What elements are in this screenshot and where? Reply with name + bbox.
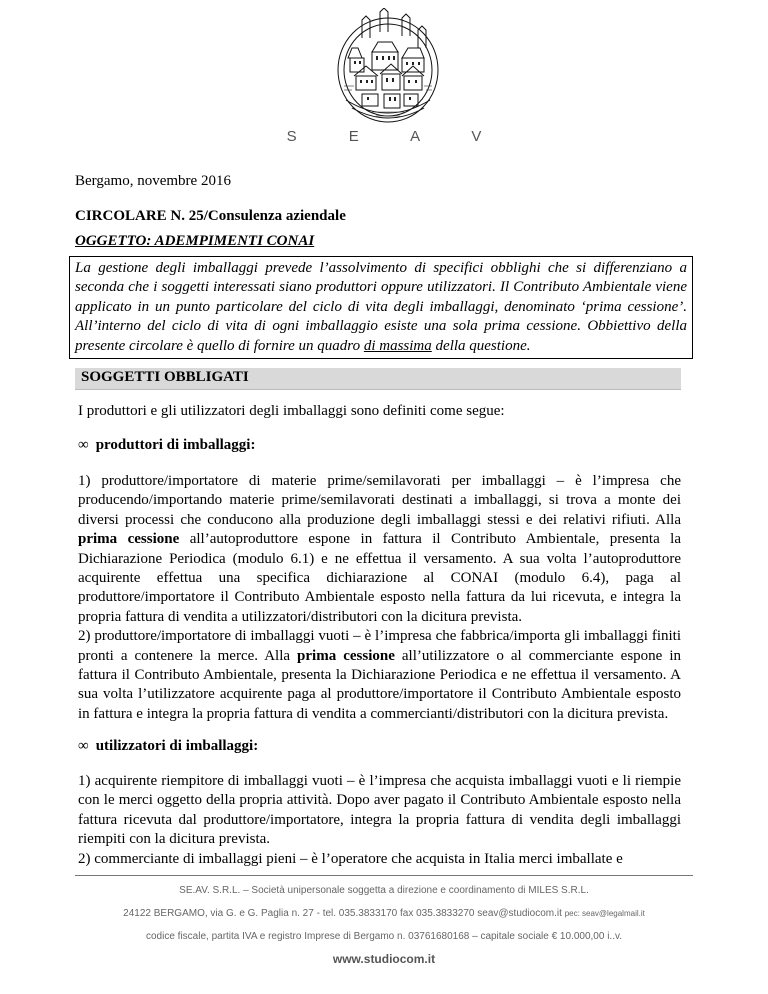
infinity-bullet-icon: ∞ <box>78 738 89 754</box>
infinity-bullet-icon: ∞ <box>78 437 89 453</box>
abstract-underlined: di massima <box>363 337 432 354</box>
intro-text: I produttori e gli utilizzatori degli imballaggi sono definiti come segue: <box>78 403 505 419</box>
document-date: Bergamo, novembre 2016 <box>75 173 231 189</box>
section-header <box>75 368 681 390</box>
subject-line: OGGETTO: ADEMPIMENTI CONAI <box>75 233 315 249</box>
footer-divider <box>75 875 693 876</box>
abstract-text: La gestione degli imballaggi prevede l’assolvimento di specifici obblighi che si differenziano a seconda che i soggetti interessati siano produttori oppure utilizzatori. Il Contributo Ambientale viene applicato in un punto particolare del ciclo di vita degli imballaggi, denominato ‘prima cessione’. All’interno del ciclo di vita di ogni imballaggio esiste una sola prima cessione. Obbiettivo della presente circolare è quello di fornire un quadro <box>75 260 687 354</box>
footer-registry: codice fiscale, partita IVA e registro Imprese di Bergamo n. 03761680168 – capitale sociale € 10.000,00 i..v. <box>145 931 623 942</box>
section-title: SOGGETTI OBBLIGATI <box>81 369 249 385</box>
footer-company: SE.AV. S.R.L. – Società unipersonale soggetta a direzione e coordinamento di MILES S.R.L. <box>179 885 589 896</box>
footer-website[interactable]: www.studiocom.it <box>332 952 436 966</box>
abstract-text-end: della questione. <box>431 337 531 354</box>
users-heading <box>78 738 258 755</box>
brand-letters: S E A V <box>286 128 506 145</box>
producers-heading-text: produttori di imballaggi: <box>95 437 256 453</box>
users-heading-text: utilizzatori di imballaggi: <box>95 738 259 754</box>
footer-address: 24122 BERGAMO, via G. e G. Paglia n. 27 - tel. 035.3833170 fax 035.3833270 seav@studiocom.it pec: seav@legalmail.it <box>123 908 645 919</box>
producers-paragraph <box>78 472 681 724</box>
abstract-box <box>69 256 693 359</box>
circular-title: CIRCOLARE N. 25/Consulenza aziendale <box>75 208 346 224</box>
producers-item-1: 1) produttore/importatore di materie prime/semilavorati per imballaggi – è l’impresa che producendo/importando materie prime/semilavorati destinati a imballaggi, si trova a monte dei diversi processi che conducono alla produzione degli imballaggi stessi e dei relativi rifiuti. Alla prima cessione all’autoproduttore espone in fattura il Contributo Ambientale, presenta la Dichiarazione Periodica (modulo 6.1) e ne effettua il versamento. A sua volta l’autoproduttore acquirente effettua una specifica dichiarazione al CONAI (modulo 6.4), paga al produttore/importatore il Contributo Ambientale esposto nella fattura da lui ricevuta, e integra la propria fattura di vendita a utilizzatori/distributori con la dicitura prevista. <box>78 473 681 625</box>
producers-heading <box>78 437 255 454</box>
producers-item-2: 2) produttore/importatore di imballaggi vuoti – è l’impresa che fabbrica/importa gli imballaggi finiti pronti a contenere la merce. Alla prima cessione all’utilizzatore o al commerciante espone in fattura il Contributo Ambientale, presenta la Dichiarazione Periodica e ne effettua il versamento. A sua volta l’utilizzatore acquirente paga al produttore/importatore il Contributo Ambientale esposto in fattura e integra la propria fattura di vendita a commercianti/distributori con la dicitura prevista. <box>78 628 681 722</box>
users-item-2: 2) commerciante di imballaggi pieni – è l’operatore che acquista in Italia merci imballate e <box>78 850 623 867</box>
users-item-1: 1) acquirente riempitore di imballaggi vuoti – è l’impresa che acquista imballaggi vuoti e li riempie con le merci oggetto della propria attività. Dopo aver pagato il Contributo Ambientale esposto nella fattura ricevuta dal produttore/importatore, integra la propria fattura di vendita degli imballaggi riempiti con la dicitura prevista. <box>78 773 681 848</box>
city-engraving-logo <box>332 8 444 126</box>
users-paragraph <box>78 772 681 869</box>
